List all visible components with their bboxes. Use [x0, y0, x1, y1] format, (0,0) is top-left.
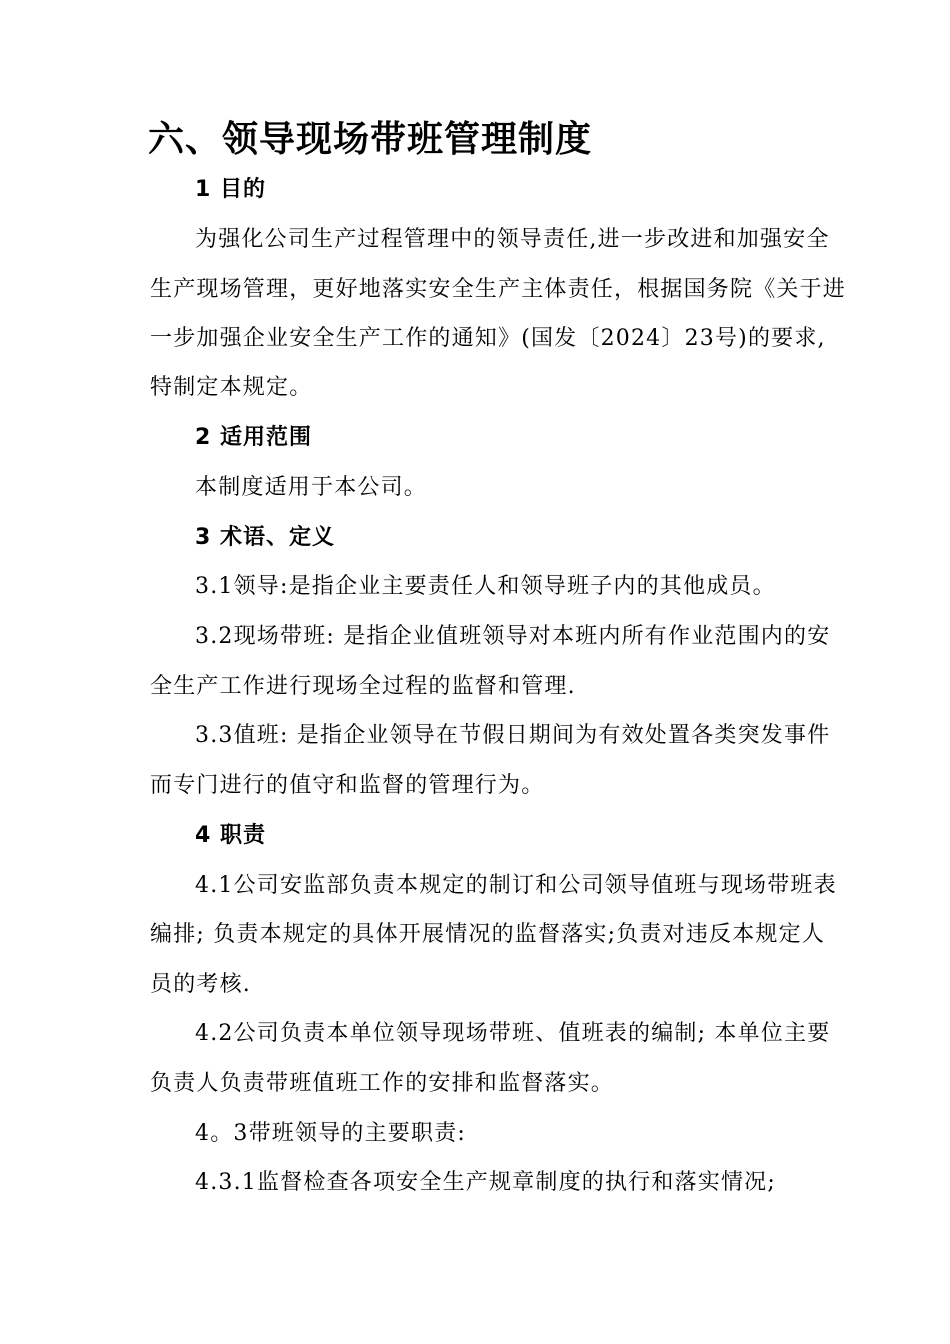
paragraph-line: 编排; 负责本规定的具体开展情况的监督落实;负责对违反本规定人: [150, 922, 826, 947]
paragraph-line: 4.1公司安监部负责本规定的制订和公司领导值班与现场带班表: [195, 873, 837, 898]
section-heading-terms: 3 术语、定义: [195, 525, 335, 550]
paragraph-line: 特制定本规定。: [150, 375, 313, 400]
paragraph-line: 4。3带班领导的主要职责:: [195, 1121, 467, 1146]
paragraph-line: 4.3.1监督检查各项安全生产规章制度的执行和落实情况;: [195, 1170, 776, 1195]
paragraph-line: 本制度适用于本公司。: [195, 475, 428, 500]
paragraph-line: 4.2公司负责本单位领导现场带班、值班表的编制; 本单位主要: [195, 1021, 831, 1046]
paragraph-line: 全生产工作进行现场全过程的监督和管理.: [150, 674, 576, 699]
document-title: 六、领导现场带班管理制度: [148, 119, 593, 160]
paragraph-line: 生产现场管理，更好地落实安全生产主体责任，根据国务院《关于进: [150, 277, 847, 302]
section-heading-responsibilities: 4 职责: [195, 823, 266, 848]
section-heading-scope: 2 适用范围: [195, 425, 312, 450]
paragraph-line: 一步加强企业安全生产工作的通知》(国发〔2024〕23号)的要求,: [150, 326, 826, 351]
paragraph-line: 3.2现场带班: 是指企业值班领导对本班内所有作业范围内的安: [195, 624, 831, 649]
paragraph-line: 负责人负责带班值班工作的安排和监督落实。: [150, 1071, 615, 1096]
paragraph-line: 而专门进行的值守和监督的管理行为。: [150, 773, 545, 798]
paragraph-line: 员的考核.: [150, 972, 251, 997]
section-heading-purpose: 1 目的: [195, 177, 266, 202]
paragraph-line: 为强化公司生产过程管理中的领导责任,进一步改进和加强安全: [195, 227, 830, 252]
paragraph-line: 3.3值班: 是指企业领导在节假日期间为有效处置各类突发事件: [195, 723, 831, 748]
paragraph-line: 3.1领导:是指企业主要责任人和领导班子内的其他成员。: [195, 574, 776, 599]
